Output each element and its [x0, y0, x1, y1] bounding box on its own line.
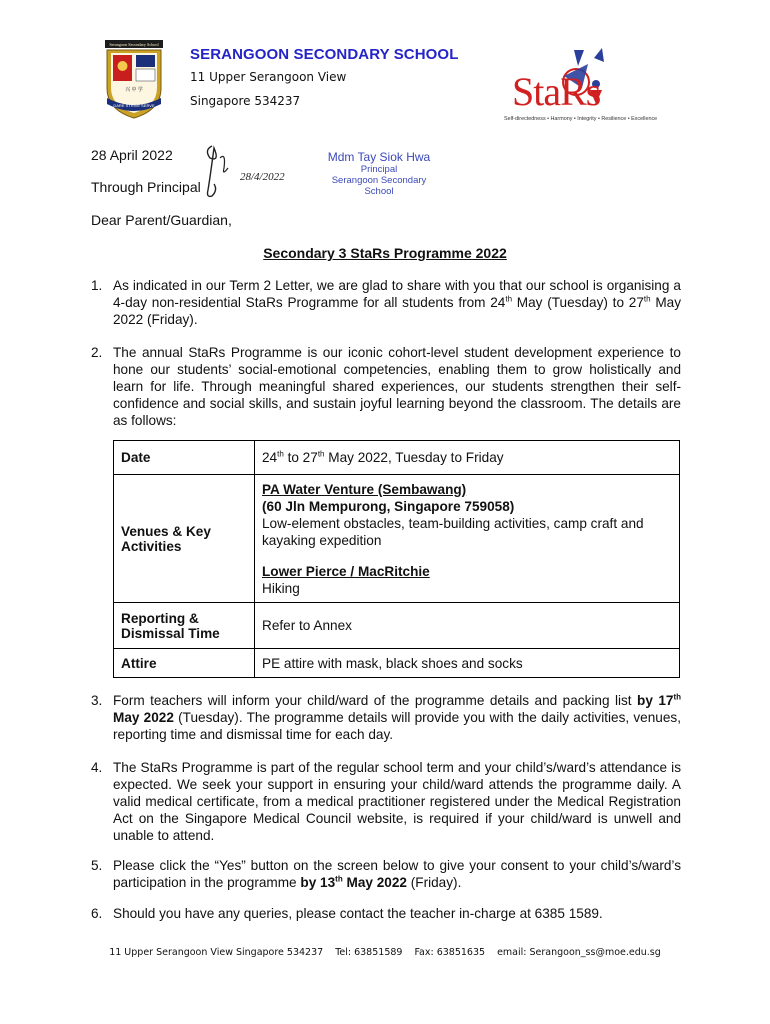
reporting-value: Refer to Annex [255, 603, 680, 649]
letter-footer [0, 947, 770, 958]
paragraph-number: 2. [91, 345, 103, 360]
paragraph-1: 1. As indicated in our Term 2 Letter, we are glad to share with you that our school is organising a 4-day non-residential StaRs Programme for all students from 24th May (Tuesday) to 27th May 2022 (Friday). [91, 278, 681, 327]
school-address-line1: 11 Upper Serangoon View [190, 70, 347, 84]
stamp-name: Mdm Tay Siok Hwa [327, 150, 431, 164]
paragraph-number: 3. [91, 693, 103, 708]
footer-fax: Fax: 63851635 [414, 947, 486, 958]
crest-motto: DARE STRIVE SERVE [113, 103, 155, 108]
venue1-activities: Low-element obstacles, team-building activities, camp craft and kayaking expedition [262, 515, 644, 548]
attire-label: Attire [114, 649, 255, 678]
venue2-activities: Hiking [262, 580, 300, 596]
stars-logo-text: StaRs [512, 69, 601, 114]
salutation: Dear Parent/Guardian, [91, 212, 232, 228]
stamp-organisation: Serangoon Secondary School [331, 174, 427, 197]
paragraph-number: 4. [91, 760, 103, 775]
footer-address: 11 Upper Serangoon View Singapore 534237 [109, 947, 324, 958]
venue2-name: Lower Pierce / MacRitchie [262, 563, 430, 579]
school-address-line2: Singapore 534237 [190, 94, 301, 108]
table-row [114, 441, 680, 475]
svg-text:兴 中 学: 兴 中 学 [125, 88, 143, 93]
paragraph-number: 6. [91, 906, 103, 921]
principal-stamp [318, 151, 440, 198]
letter-title: Secondary 3 StaRs Programme 2022 [263, 245, 507, 261]
attire-value: PE attire with mask, black shoes and socks [255, 649, 680, 678]
venue1-address: (60 Jln Mempurong, Singapore 759058) [262, 498, 515, 514]
date-value: 24th to 27th May 2022, Tuesday to Friday [255, 441, 680, 475]
footer-tel: Tel: 63851589 [335, 947, 403, 958]
signature-date: 28/4/2022 [240, 171, 285, 183]
crest-banner-text: Serangoon Secondary School [109, 42, 159, 47]
school-crest-logo [101, 38, 167, 122]
stamp-title: Principal [360, 163, 398, 175]
date-label: Date [114, 441, 255, 475]
through-principal: Through Principal [91, 179, 201, 195]
venues-label: Venues & Key Activities [114, 475, 255, 603]
stars-programme-logo [504, 44, 674, 126]
venue1-name: PA Water Venture (Sembawang) [262, 481, 467, 497]
table-row [114, 649, 680, 678]
paragraph-6: 6. Should you have any queries, please contact the teacher in-charge at 6385 1589. [91, 906, 603, 921]
paragraph-2: 2. The annual StaRs Programme is our iconic cohort-level student development experience to hone our students’ social-emotional competencies, enabling them to grow holistically and learn for life. Through meaningful shared experiences, our students strengthen their self-confidence and social skills, and sustain joyful learning beyond the classroom. The details are as follows: [91, 345, 681, 428]
paragraph-4: 4. The StaRs Programme is part of the regular school term and your child’s/ward’s attendance is expected. We seek your support in ensuring your child/ward attends the programme daily. A valid medical certificate, from a medical practitioner registered under the Medical Registration Act on the Singapore Medical Council website, is required if your child/ward is unwell and unable to attend. [91, 760, 681, 843]
paragraph-5: 5. Please click the “Yes” button on the screen below to give your consent to your child’s/ward’s participation in the programme by 13th May 2022 (Friday). [91, 858, 681, 890]
table-row [114, 475, 680, 603]
table-row [114, 603, 680, 649]
letter-date: 28 April 2022 [91, 147, 173, 163]
programme-details-table [113, 440, 680, 678]
paragraph-number: 5. [91, 858, 103, 873]
paragraph-3: 3. Form teachers will inform your child/ward of the programme details and packing list by 17th May 2022 (Tuesday). The programme details will provide you with the daily activities, venues, reporting time and dismissal time for each day. [91, 692, 681, 742]
principal-signature [200, 138, 312, 202]
school-name: SERANGOON SECONDARY SCHOOL [190, 46, 459, 63]
reporting-label: Reporting & Dismissal Time [114, 603, 255, 649]
venues-value [255, 475, 680, 603]
footer-email: email: Serangoon_ss@moe.edu.sg [497, 947, 661, 958]
stars-tagline: Self-directedness • Harmony • Integrity • Resilience • Excellence [504, 116, 658, 122]
paragraph-number: 1. [91, 278, 103, 293]
